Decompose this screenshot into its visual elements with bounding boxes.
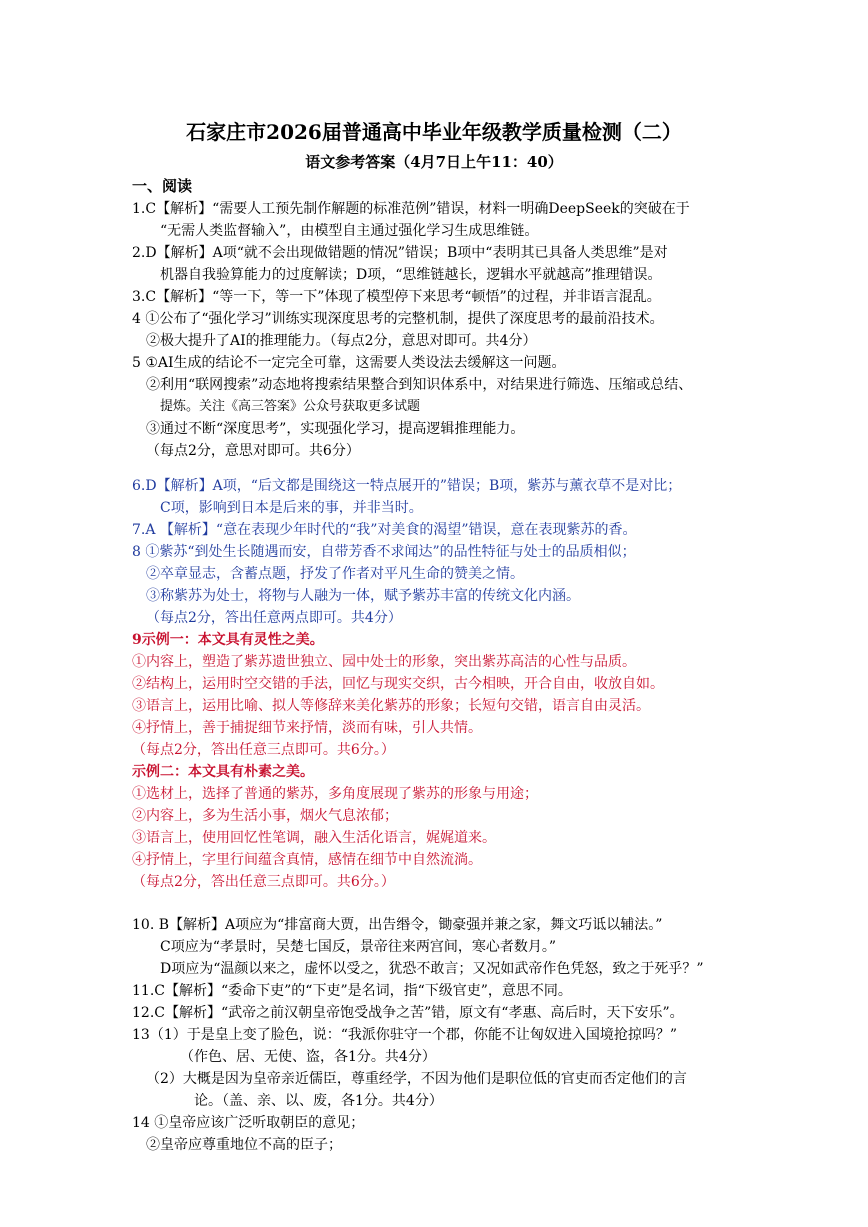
answer-q13-line3: （2）大概是因为皇帝亲近儒臣，尊重经学，不因为他们是职位低的官吏而否定他们的言 [146, 1071, 687, 1087]
answer-q14-line1: 14 ①皇帝应该广泛听取朝臣的意见； [132, 1115, 365, 1131]
answer-q1-line2: “无需人类监督输入”，由模型自主通过强化学习生成思维链。 [160, 223, 539, 239]
answer-q5-line4: ③通过不断“深度思考”，实现强化学习，提高逻辑推理能力。 [146, 421, 525, 437]
answer-q9-example2-point3: ③语言上，使用回忆性笔调，融入生活化语言，娓娓道来。 [132, 830, 496, 846]
answer-q9-example2-point2: ②内容上，多为生活小事，烟火气息浓郁； [132, 808, 398, 824]
answer-q4-line2: ②极大提升了AI的推理能力。（每点2分，意思对即可。共4分） [146, 333, 537, 349]
answer-q4-line1: 4 ①公布了“强化学习”训练实现深度思考的完整机制，提供了深度思考的最前沿技术。 [132, 311, 664, 327]
answer-q12-line1: 12.C【解析】“武帝之前汉朝皇帝饱受战争之苦”错，原文有“孝惠、高后时，天下安乐”。 [132, 1005, 684, 1021]
answer-q5-line5: （每点2分，意思对即可。共6分） [146, 443, 360, 459]
answer-q14-line2: ②皇帝应尊重地位不高的臣子； [146, 1137, 342, 1153]
answer-q2-line2: 机器自我验算能力的过度解读；D项，“思维链越长，逻辑水平就越高”推理错误。 [160, 267, 662, 283]
answer-q9-example1-point4: ④抒情上，善于捕捉细节来抒情，淡而有味，引人共情。 [132, 720, 482, 736]
answer-q13-line2: （作色、居、无使、盗，各1分。共4分） [180, 1049, 436, 1065]
answer-q9-example2-scoring: （每点2分，答出任意三点即可。共6分。） [132, 874, 395, 890]
answer-q13-line4: 论。（盖、亲、以、废，各1分。共4分） [194, 1093, 443, 1109]
answer-q2-line1: 2.D【解析】A项“就不会出现做错题的情况”错误；B项中“表明其已具备人类思维”是对 [132, 245, 668, 261]
answer-q6-line2: C项，影响到日本是后来的事，并非当时。 [160, 500, 423, 516]
answer-q8-line2: ②卒章显志，含蓄点题，抒发了作者对平凡生命的赞美之情。 [146, 566, 524, 582]
answer-q10-line3: D项应为“温颜以来之，虚怀以受之，犹恐不敢言；又况如武帝作色凭怒，致之于死乎？” [160, 961, 704, 977]
answer-q9-example2-point1: ①选材上，选择了普通的紫苏，多角度展现了紫苏的形象与用途； [132, 786, 538, 802]
answer-q3-line1: 3.C【解析】“等一下，等一下”体现了模型停下来思考“顿悟”的过程，并非语言混乱。 [132, 289, 661, 305]
answer-q5-line3: 提炼。关注《高三答案》公众号获取更多试题 [160, 399, 421, 414]
answer-q8-line1: 8 ①紫苏“到处生长随遇而安，自带芳香不求闻达”的品性特征与处士的品质相似； [132, 544, 636, 560]
answer-q1-line1: 1.C【解析】“需要人工预先制作解题的标准范例”错误，材料一明确DeepSeek的突破在于 [132, 201, 690, 217]
answer-q9-example1-point1: ①内容上，塑造了紫苏遗世独立、园中处士的形象，突出紫苏高洁的心性与品质。 [132, 654, 636, 670]
answer-q8-line3: ③称紫苏为处士，将物与人融为一体，赋予紫苏丰富的传统文化内涵。 [146, 588, 580, 604]
answer-q9-example1-point3: ③语言上，运用比喻、拟人等修辞来美化紫苏的形象；长短句交错，语言自由灵活。 [132, 698, 650, 714]
page-title: 石家庄市2026届普通高中毕业年级教学质量检测（二） [186, 120, 682, 144]
answer-q9-example2-heading: 示例二：本文具有朴素之美。 [132, 764, 314, 780]
answer-q9-example2-point4: ④抒情上，字里行间蕴含真情，感情在细节中自然流淌。 [132, 852, 482, 868]
answer-q10-line1: 10. B【解析】A项应为“排富商大贾，出告缗令，锄豪强并兼之家，舞文巧诋以辅法。” [132, 917, 663, 933]
answer-q9-example1-point2: ②结构上，运用时空交错的手法，回忆与现实交织，古今相映，开合自由，收放自如。 [132, 676, 664, 692]
answer-q10-line2: C项应为“孝景时，吴楚七国反，景帝往来两宫间，寒心者数月。” [160, 939, 557, 955]
answer-q7-line1: 7.A 【解析】“意在表现少年时代的“我”对美食的渴望”错误，意在表现紫苏的香。 [132, 522, 637, 538]
answer-q5-line2: ②利用“联网搜索”动态地将搜索结果整合到知识体系中，对结果进行筛选、压缩或总结、 [146, 377, 693, 393]
answer-q9-example1-heading: 9示例一：本文具有灵性之美。 [132, 632, 324, 648]
answer-q11-line1: 11.C【解析】“委命下吏”的“下吏”是名词，指“下级官吏”，意思不同。 [132, 983, 572, 999]
answer-q9-example1-scoring: （每点2分，答出任意三点即可。共6分。） [132, 742, 395, 758]
answer-q6-line1: 6.D【解析】A项，“后文都是围绕这一特点展开的”错误；B项，紫苏与薰衣草不是对比； [132, 478, 682, 494]
answer-q8-line4: （每点2分，答出任意两点即可。共4分） [146, 610, 402, 626]
section-heading-reading: 一、阅读 [132, 177, 193, 195]
page-subtitle: 语文参考答案（4月7日上午11：40） [305, 153, 563, 171]
answer-q13-line1: 13（1）于是皇上变了脸色，说：“我派你驻守一个郡，你能不让匈奴进入国境抢掠吗？” [132, 1027, 678, 1043]
answer-q5-line1: 5 ①AI生成的结论不一定完全可靠，这需要人类设法去缓解这一问题。 [132, 355, 566, 371]
